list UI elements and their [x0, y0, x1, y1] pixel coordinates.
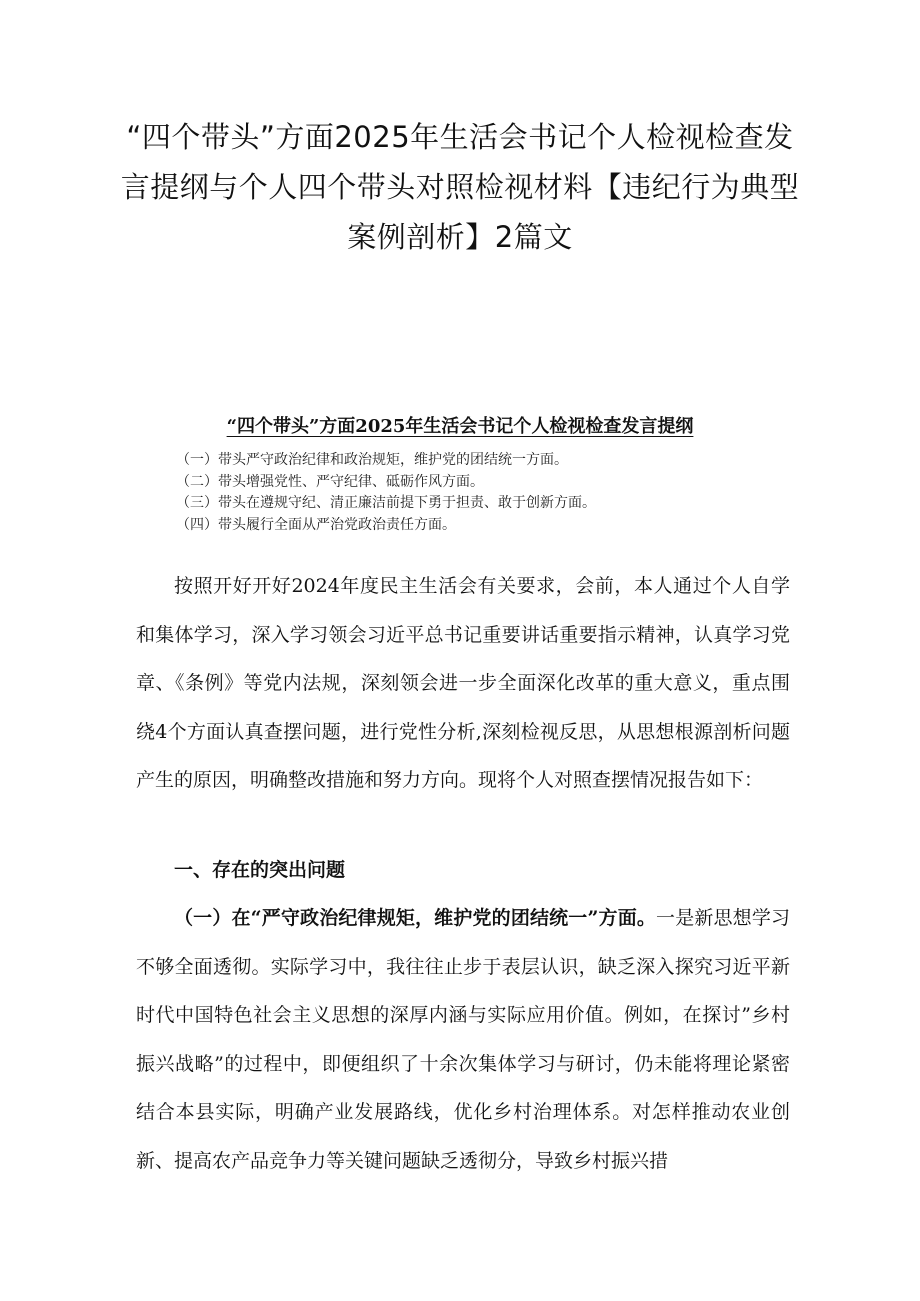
section-heading: 一、存在的突出问题: [174, 859, 346, 881]
outline-item: （四）带头履行全面从严治党政治责任方面。: [176, 517, 456, 534]
intro-paragraph: 按照开好开好2024年度民主生活会有关要求，会前，本人通过个人自学和集体学习，深入学习领会习近平总书记重要讲话重要指示精神，认真学习党章、《条例》等党内法规，深刻领会进一步全面深化改革的重大意义，重点围绕4个方面认真查摆问题，进行党性分析,深刻检视反思，从思想根源剖析问题产生的原因，明确整改措施和努力方向。现将个人对照查摆情况报告如下：: [136, 575, 790, 791]
section1-lead: （一）在“严守政治纪律规矩，维护党的团结统一”方面。: [174, 907, 657, 929]
outline-list: [176, 450, 596, 537]
outline-item: （二）带头增强党性、严守纪律、砥砺作风方面。: [176, 473, 484, 490]
document-title: “四个带头”方面2025年生活会书记个人检视检查发言提纲与个人四个带头对照检视材料【违纪行为典型案例剖析】2篇文: [120, 120, 800, 254]
outline-title: “四个带头”方面2025年生活会书记个人检视检查发言提纲: [226, 416, 694, 437]
section1-body: 一是新思想学习不够全面透彻。实际学习中，我往往止步于表层认识，缺乏深入探究习近平新时代中国特色社会主义思想的深厚内涵与实际应用价值。例如，在探讨”乡村振兴战略”的过程中，即便组织了十余次集体学习与研讨，仍未能将理论紧密结合本县实际，明确产业发展路线，优化乡村治理体系。对怎样推动农业创新、提高农产品竞争力等关键问题缺乏透彻分，导致乡村振兴措: [136, 907, 790, 1172]
outline-item: （一）带头严守政治纪律和政治规矩，维护党的团结统一方面。: [176, 452, 568, 468]
outline-item: （三）带头在遵规守纪、清正廉洁前提下勇于担责、敢于创新方面。: [176, 495, 596, 512]
section1-paragraph: [136, 894, 790, 1185]
